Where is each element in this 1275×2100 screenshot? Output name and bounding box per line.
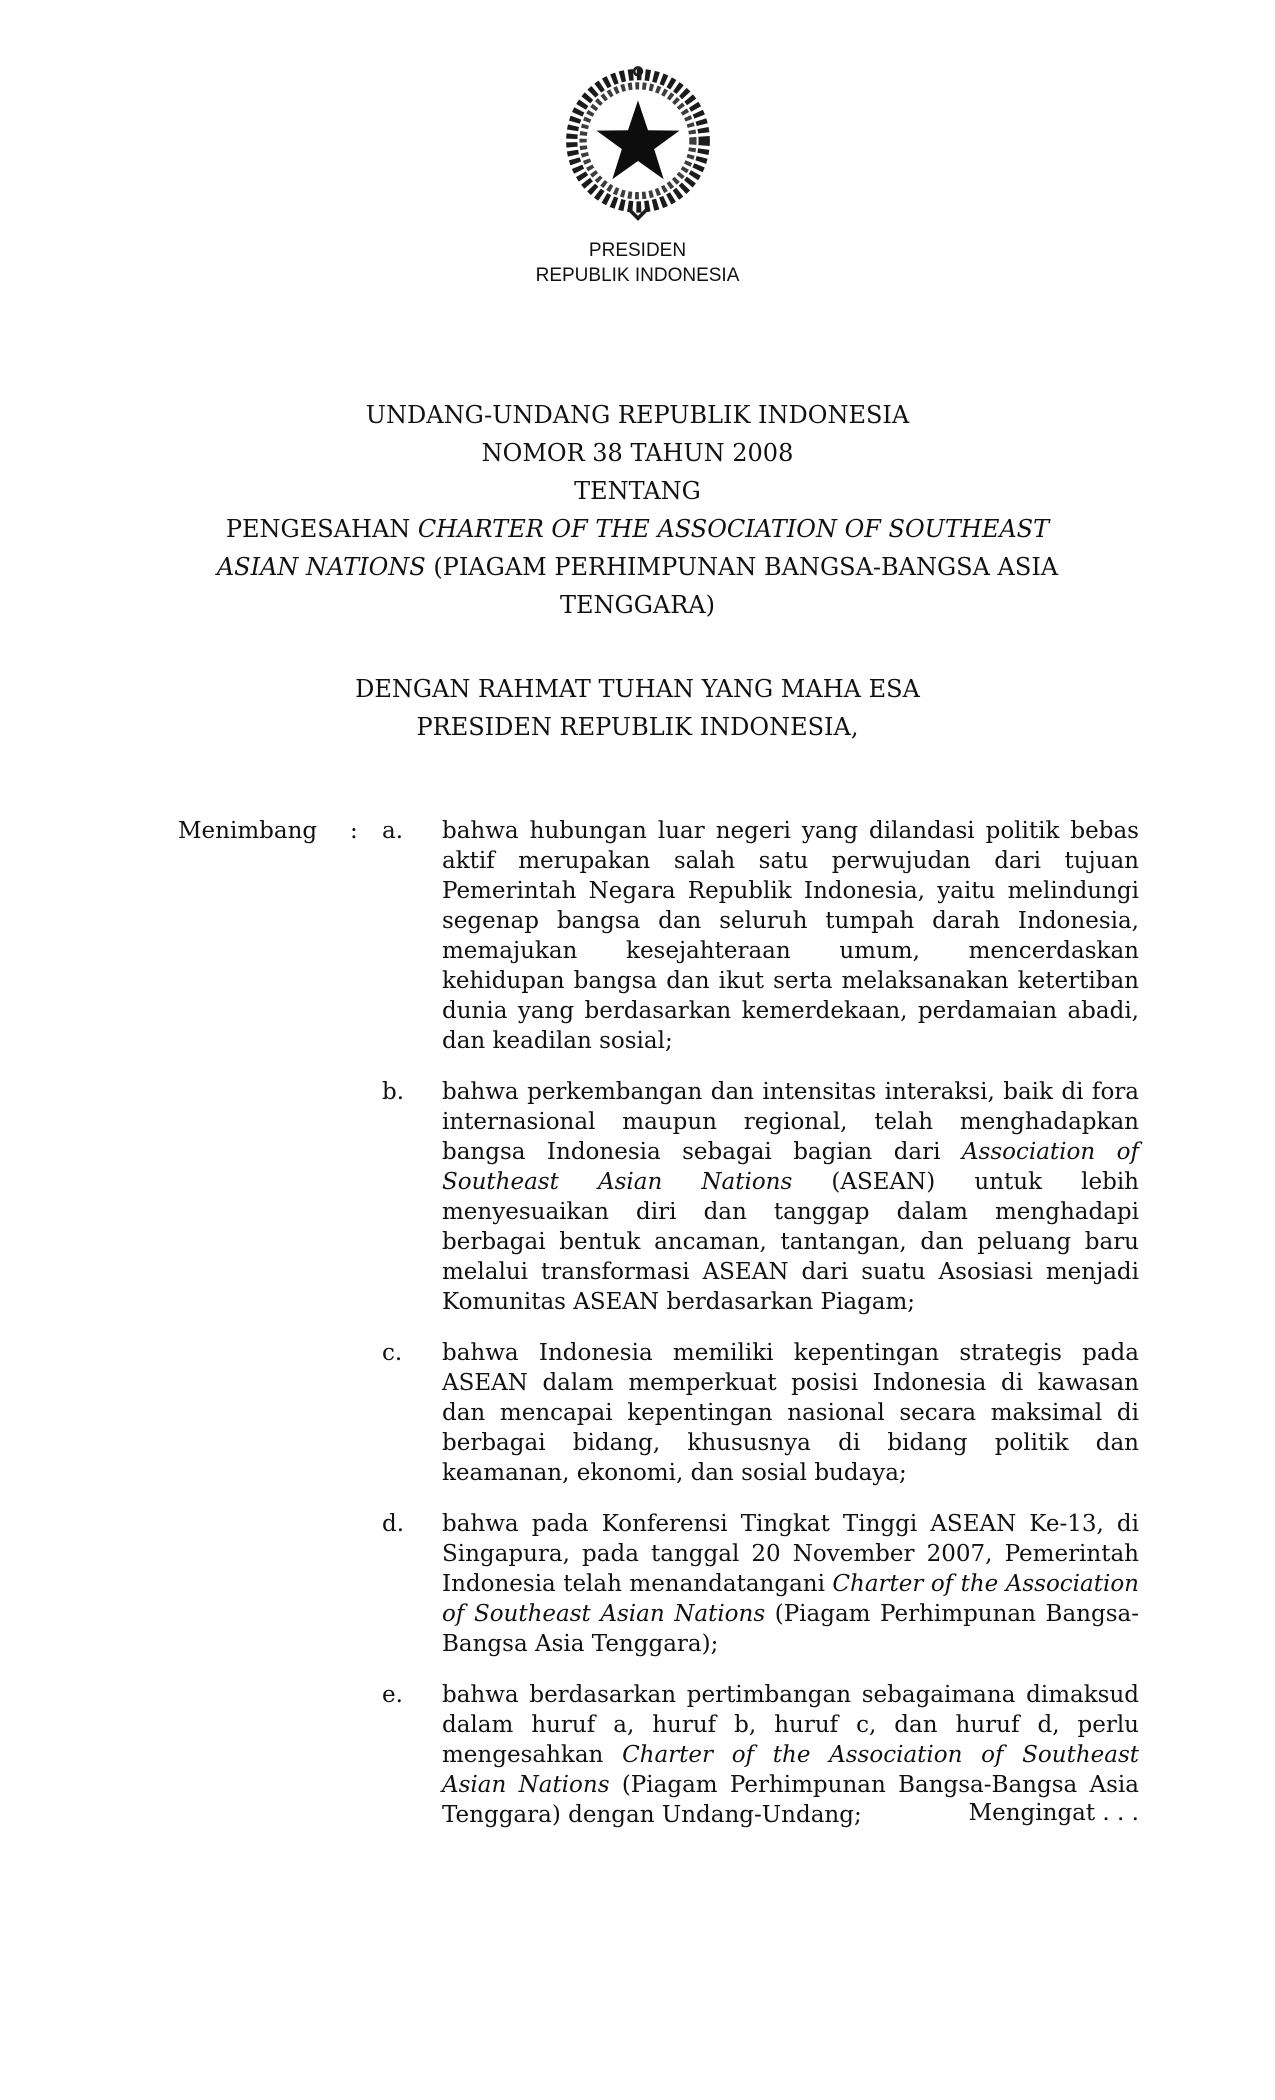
- law-number: NOMOR 38 TAHUN 2008: [481, 439, 794, 467]
- menimbang-label: Menimbang: [178, 818, 318, 844]
- invocation-line: DENGAN RAHMAT TUHAN YANG MAHA ESA: [355, 675, 920, 703]
- item-text: bahwa pada Konferensi Tingkat Tinggi ASEAN Ke-13, di Singapura, pada tanggal 20 November 2007, Pemerintah Indonesia telah menandatangani Charter of the Association of Southeast Asian Nations (Piagam Perhimpunan Bangsa-Bangsa Asia Tenggara);: [442, 1511, 1139, 1657]
- document-header: [0, 0, 1275, 288]
- continuation-marker: Mengingat . . .: [968, 1800, 1139, 1826]
- item-text: bahwa berdasarkan pertimbangan sebagaimana dimaksud dalam huruf a, huruf b, huruf c, dan huruf d, perlu mengesahkan Charter of the Association of Southeast Asian Nations (Piagam Perhimpunan Bangsa-Bangsa Asia Tenggara) dengan Undang-Undang;: [442, 1682, 1139, 1828]
- consideration-item: [178, 816, 1139, 1056]
- tentang-label: TENTANG: [574, 477, 701, 505]
- item-letter: a.: [382, 818, 404, 844]
- consideration-item: [178, 1077, 1139, 1317]
- item-text: bahwa perkembangan dan intensitas interaksi, baik di fora internasional maupun regional, telah menghadapkan bangsa Indonesia sebagai bagian dari Association of Southeast Asian Nations (ASEAN) untuk lebih menyesuaikan diri dan tanggap dalam menghadapi berbagai bentuk ancaman, tantangan, dan peluang baru melalui transformasi ASEAN dari suatu Asosiasi menjadi Komunitas ASEAN berdasarkan Piagam;: [442, 1079, 1139, 1315]
- considerations-section: [178, 816, 1139, 1830]
- item-text: bahwa Indonesia memiliki kepentingan strategis pada ASEAN dalam memperkuat posisi Indonesia di kawasan dan mencapai kepentingan nasional secara maksimal di berbagai bidang, khususnya di bidang politik dan keamanan, ekonomi, dan sosial budaya;: [442, 1340, 1139, 1486]
- colon-separator: :: [350, 818, 358, 844]
- authority-line: PRESIDEN REPUBLIK INDONESIA,: [416, 713, 859, 741]
- star-wreath-seal-icon: [557, 60, 719, 228]
- item-letter: e.: [382, 1682, 403, 1708]
- law-subject: PENGESAHAN CHARTER OF THE ASSOCIATION OF SOUTHEAST ASIAN NATIONS (PIAGAM PERHIMPUNAN BANGSA-BANGSA ASIA TENGGARA): [216, 515, 1059, 619]
- header-republik-indonesia-label: REPUBLIK INDONESIA: [535, 265, 740, 286]
- law-title-block: [0, 396, 1275, 746]
- consideration-item: [178, 1509, 1139, 1659]
- item-text: bahwa hubungan luar negeri yang dilandasi politik bebas aktif merupakan salah satu perwujudan dari tujuan Pemerintah Negara Republik Indonesia, yaitu melindungi segenap bangsa dan seluruh tumpah darah Indonesia, memajukan kesejahteraan umum, mencerdaskan kehidupan bangsa dan ikut serta melaksanakan ketertiban dunia yang berdasarkan kemerdekaan, perdamaian abadi, dan keadilan sosial;: [442, 818, 1139, 1054]
- consideration-item: [178, 1338, 1139, 1488]
- item-letter: b.: [382, 1079, 405, 1105]
- law-title: UNDANG-UNDANG REPUBLIK INDONESIA: [365, 401, 910, 429]
- item-letter: d.: [382, 1511, 405, 1537]
- item-letter: c.: [382, 1340, 403, 1366]
- header-presiden-label: PRESIDEN: [588, 240, 687, 261]
